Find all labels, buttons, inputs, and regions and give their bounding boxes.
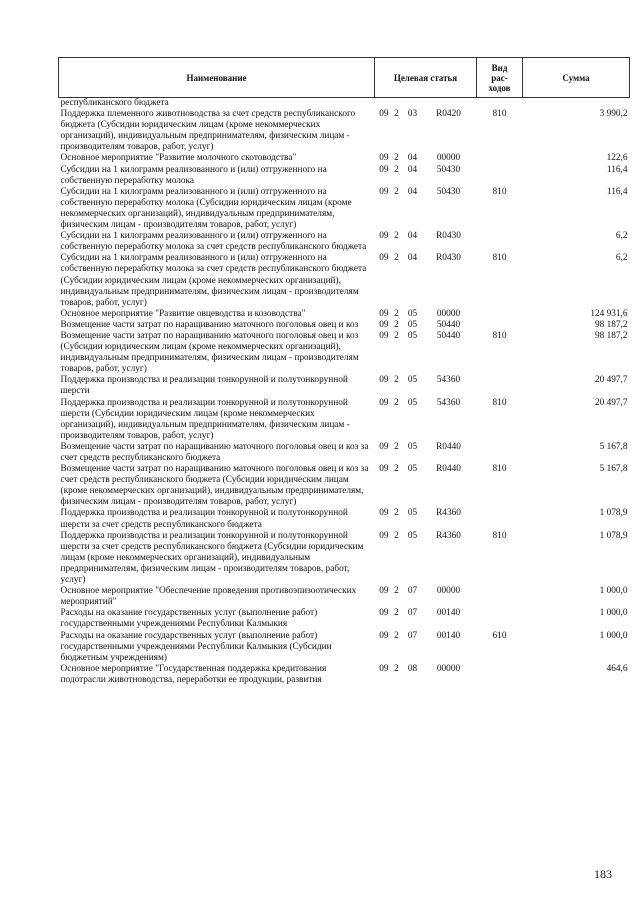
cell-name: Поддержка производства и реализации тонкорунной и полутонкорунной шерсти за счет средств республиканского бюджета	[60, 508, 348, 530]
cell-code-b: 2	[394, 308, 399, 319]
cell-sum: 20 497,7	[594, 397, 628, 408]
cell-code-c: 07	[407, 630, 418, 641]
cell-code-b: 2	[394, 586, 399, 597]
cell-code-a: 09	[379, 464, 389, 475]
cell-code-a: 09	[379, 253, 389, 264]
cell-code-d: R4360	[436, 530, 461, 541]
cell-code-d: 00000	[436, 153, 461, 164]
cell-code-b: 2	[394, 530, 399, 541]
cell-sum: 20 497,7	[594, 375, 628, 386]
cell-code-b: 2	[394, 663, 399, 674]
cell-sum: 5 167,8	[599, 464, 628, 475]
table-row	[59, 320, 630, 331]
header-target: Целевая статья	[375, 58, 477, 98]
cell-expense-kind	[477, 375, 523, 397]
cell-code-b: 2	[394, 109, 399, 120]
table-row	[59, 331, 630, 375]
cell-code-a: 09	[379, 586, 389, 597]
cell-code-b: 2	[394, 397, 399, 408]
cell-name: Основное мероприятие "Развитие овцеводства и козоводства"	[60, 308, 306, 319]
cell-code-a: 09	[379, 608, 389, 619]
cell-code-b: 2	[394, 330, 399, 341]
cell-code-d: 00000	[436, 308, 461, 319]
cell-code-b: 2	[394, 608, 399, 619]
table-row	[59, 531, 630, 586]
table-row	[59, 608, 630, 630]
cell-code-d: R0430	[436, 253, 461, 264]
table-row	[59, 187, 630, 231]
cell-code-d: R0440	[436, 441, 461, 452]
cell-code-a: 09	[379, 153, 389, 164]
cell-code-a: 09	[379, 530, 389, 541]
cell-code-c: 07	[407, 586, 418, 597]
table-row	[59, 375, 630, 397]
cell-code-b: 2	[394, 253, 399, 264]
cell-code-d: 00140	[436, 608, 461, 619]
cell-name: Поддержка производства и реализации тонкорунной и полутонкорунной шерсти за счет средств республиканского бюджета (Субсидии юридическим лицам (кроме некоммерческих организаций), индивидуальным предпринимателям, физическим лицам - производителям товаров, работ, услуг)	[60, 530, 364, 586]
cell-code-b: 2	[394, 231, 399, 242]
cell-name: Поддержка племенного животноводства за счет средств республиканского бюджета (Субсидии юридическим лицам (кроме некоммерческих организаций), индивидуальным предпринимателям, физическим лицам - производителям товаров, работ, услуг)	[60, 109, 356, 153]
cell-sum: 5 167,8	[599, 441, 628, 452]
cell-code-c: 05	[407, 319, 418, 330]
cell-code-d: 50440	[436, 319, 461, 330]
cell-code-c: 05	[407, 375, 418, 386]
cell-sum: 98 187,2	[594, 319, 628, 330]
cell-code-c: 04	[407, 186, 418, 197]
cell-code-a: 09	[379, 630, 389, 641]
cell-expense-kind: 810	[492, 397, 507, 408]
cell-expense-kind: 810	[492, 253, 507, 264]
cell-code-c: 04	[407, 253, 418, 264]
table-row	[59, 631, 630, 664]
cell-sum: 116,4	[606, 164, 628, 175]
cell-sum: 6,2	[615, 231, 628, 242]
cell-name: Основное мероприятие "Развитие молочного скотоводства"	[60, 153, 297, 164]
table-row	[59, 508, 630, 530]
cell-code-a: 09	[379, 231, 389, 242]
cell-code-b: 2	[394, 186, 399, 197]
table-header-row	[59, 58, 630, 98]
cell-name: Расходы на оказание государственных услуг (выполнение работ) государственными учреждениями Республики Калмыкия (Субсидии бюджетным учреждениям)	[60, 630, 332, 663]
cell-expense-kind	[477, 664, 523, 686]
cell-code-a: 09	[379, 330, 389, 341]
table-row	[59, 464, 630, 508]
cell-sum	[523, 98, 630, 110]
table-row	[59, 98, 630, 110]
cell-code-d: 54360	[436, 397, 461, 408]
cell-name: Поддержка производства и реализации тонкорунной и полутонкорунной шерсти	[60, 375, 348, 397]
cell-sum: 1 000,0	[599, 586, 628, 597]
table-row	[59, 398, 630, 442]
cell-expense-kind	[477, 442, 523, 464]
cell-expense-kind: 810	[492, 109, 507, 120]
cell-code-d: 00140	[436, 630, 461, 641]
table-row	[59, 309, 630, 320]
cell-sum: 1 078,9	[599, 508, 628, 519]
cell-expense-kind: 810	[492, 530, 507, 541]
header-sum: Сумма	[523, 58, 630, 98]
cell-code-c: 05	[407, 308, 418, 319]
cell-sum: 124 931,6	[590, 308, 628, 319]
cell-expense-kind	[477, 586, 523, 608]
header-kind: Вид рас- ходов	[477, 58, 523, 98]
cell-expense-kind: 810	[492, 186, 507, 197]
cell-code-b: 2	[394, 375, 399, 386]
cell-sum: 1 078,9	[599, 530, 628, 541]
cell-name: Поддержка производства и реализации тонкорунной и полутонкорунной шерсти (Субсидии юридическим лицам (кроме некоммерческих организаций), индивидуальным предпринимателям, физическим лицам - производителям товаров, работ, услуг)	[60, 397, 350, 441]
cell-code-c: 05	[407, 508, 418, 519]
cell-code-d: 50440	[436, 330, 461, 341]
cell-expense-kind	[477, 165, 523, 187]
table-row	[59, 231, 630, 253]
table-body	[59, 98, 630, 686]
table-row	[59, 442, 630, 464]
cell-expense-kind	[477, 309, 523, 320]
cell-code-d: R0420	[436, 109, 461, 120]
cell-code-d: R0440	[436, 464, 461, 475]
cell-code-c: 04	[407, 153, 418, 164]
table-row	[59, 253, 630, 308]
cell-sum: 98 187,2	[594, 330, 628, 341]
cell-code-a: 09	[379, 508, 389, 519]
cell-code-c: 05	[407, 530, 418, 541]
header-name: Наименование	[59, 58, 375, 98]
cell-code-a: 09	[379, 109, 389, 120]
table-row	[59, 109, 630, 153]
cell-code-c: 03	[407, 109, 418, 120]
cell-code-d: R4360	[436, 508, 461, 519]
cell-name: Субсидии на 1 килограмм реализованного и (или) отгруженного на собственную переработку молока	[60, 164, 327, 186]
cell-code-c	[405, 98, 421, 110]
cell-sum: 1 000,0	[599, 608, 628, 619]
cell-code-c: 05	[407, 330, 418, 341]
cell-code-a: 09	[379, 375, 389, 386]
cell-code-a: 09	[379, 164, 389, 175]
cell-code-b: 2	[394, 441, 399, 452]
cell-expense-kind	[477, 153, 523, 164]
cell-code-b: 2	[394, 153, 399, 164]
cell-expense-kind: 810	[492, 464, 507, 475]
cell-name: Возмещение части затрат по наращиванию маточного поголовья овец и коз (Субсидии юридическим лицам (кроме некоммерческих организаций), индивидуальным предпринимателям, физическим лицам - производителям товаров, работ, услуг)	[60, 330, 359, 375]
cell-code-d: 00000	[436, 663, 461, 674]
cell-expense-kind	[477, 508, 523, 530]
cell-name: Возмещение части затрат по наращиванию маточного поголовья овец и коз	[60, 319, 359, 330]
cell-code-b: 2	[394, 164, 399, 175]
cell-sum: 464,6	[606, 663, 628, 674]
cell-code-d: 50430	[436, 186, 461, 197]
cell-expense-kind: 810	[492, 330, 507, 341]
cell-code-d: R0430	[436, 231, 461, 242]
cell-code-c: 04	[407, 231, 418, 242]
cell-sum: 1 000,0	[599, 630, 628, 641]
cell-code-a: 09	[379, 441, 389, 452]
cell-code-d	[421, 98, 477, 110]
cell-name: Возмещение части затрат по наращиванию маточного поголовья овец и коз за счет средств республиканского бюджета (Субсидии юридическим лицам (кроме некоммерческих организаций), индивидуальным предпринимателям, физическим лицам - производителям товаров, работ, услуг)	[60, 464, 369, 508]
cell-code-a: 09	[379, 319, 389, 330]
cell-code-b: 2	[394, 319, 399, 330]
cell-sum: 3 990,2	[599, 109, 628, 120]
cell-code-c: 05	[407, 464, 418, 475]
cell-expense-kind	[477, 231, 523, 253]
cell-code-b: 2	[394, 508, 399, 519]
cell-code-a: 09	[379, 397, 389, 408]
cell-name: Субсидии на 1 килограмм реализованного и (или) отгруженного на собственную переработку молока за счет средств республиканского бюджета	[60, 231, 367, 253]
cell-code-b: 2	[394, 630, 399, 641]
cell-name: Субсидии на 1 килограмм реализованного и (или) отгруженного на собственную переработку молока за счет средств республиканского бюджета (Субсидии юридическим лицам (кроме некоммерческих организаций), индивидуальным предпринимателям, физическим лицам - производителям товаров, работ, услуг)	[60, 253, 367, 308]
cell-code-c: 07	[407, 608, 418, 619]
table-row	[59, 153, 630, 164]
cell-code-c: 05	[407, 397, 418, 408]
cell-expense-kind	[477, 608, 523, 630]
cell-code-c: 04	[407, 164, 418, 175]
cell-expense-kind	[477, 98, 523, 110]
cell-name: Основное мероприятие "Государственная поддержка кредитования подотрасли животноводства, переработки ее продукции, развития	[60, 663, 327, 685]
page-number: 183	[594, 867, 612, 881]
cell-name: Субсидии на 1 килограмм реализованного и (или) отгруженного на собственную переработку молока (Субсидии юридическим лицам (кроме некоммерческих организаций), индивидуальным предпринимателям, физическим лицам - производителям товаров, работ, услуг)	[60, 186, 352, 231]
cell-code-b: 2	[394, 464, 399, 475]
table-row	[59, 664, 630, 686]
table-row	[59, 586, 630, 608]
cell-sum: 6,2	[615, 253, 628, 264]
budget-table	[58, 57, 630, 686]
cell-expense-kind: 610	[492, 630, 507, 641]
cell-sum: 122,6	[606, 153, 628, 164]
budget-table-wrapper	[58, 57, 629, 686]
table-row	[59, 165, 630, 187]
cell-name: Основное мероприятие "Обеспечение проведения противоэпизоотических мероприятий"	[60, 586, 357, 608]
cell-sum: 116,4	[606, 186, 628, 197]
cell-code-a	[375, 98, 389, 110]
cell-code-d: 54360	[436, 375, 461, 386]
cell-name: Расходы на оказание государственных услуг (выполнение работ) государственными учреждениями Республики Калмыкия	[60, 608, 318, 630]
cell-code-c: 08	[407, 663, 418, 674]
cell-code-c: 05	[407, 441, 418, 452]
cell-code-a: 09	[379, 186, 389, 197]
cell-code-a: 09	[379, 663, 389, 674]
cell-name: Возмещение части затрат по наращиванию маточного поголовья овец и коз за счет средств республиканского бюджета	[60, 441, 369, 463]
cell-name: республиканского бюджета	[59, 98, 375, 110]
cell-code-d: 50430	[436, 164, 461, 175]
cell-expense-kind	[477, 320, 523, 331]
cell-code-a: 09	[379, 308, 389, 319]
cell-code-d: 00000	[436, 586, 461, 597]
cell-code-b	[389, 98, 405, 110]
